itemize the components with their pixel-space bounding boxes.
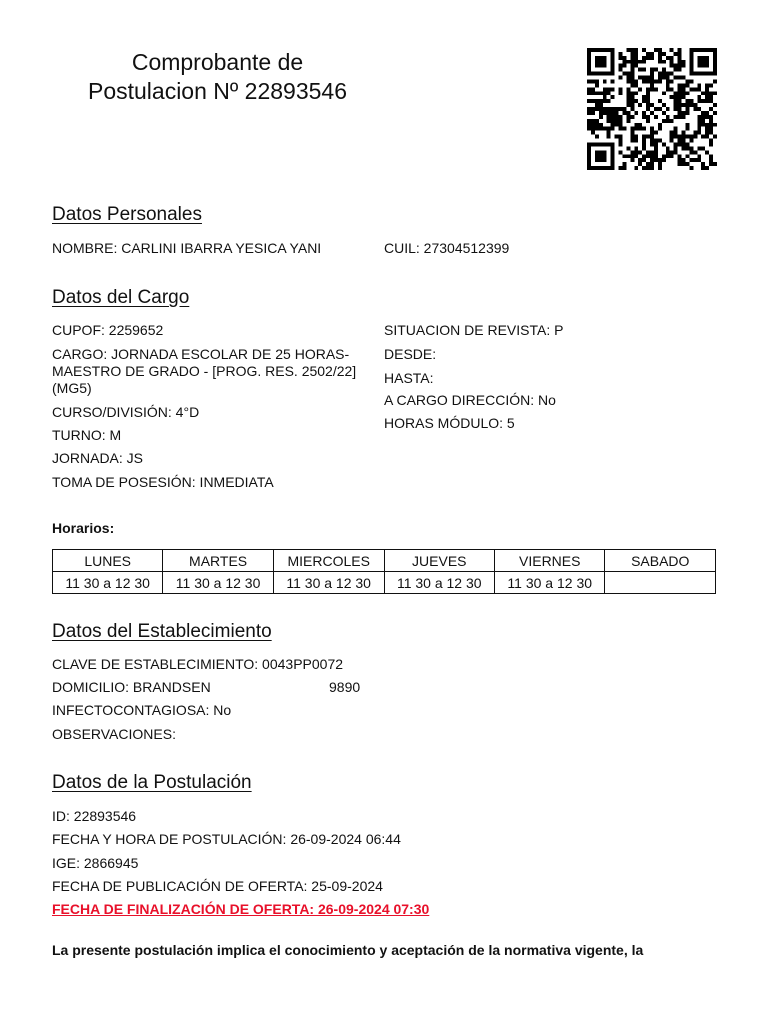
title-line-2: Postulacion Nº 22893546 [87, 78, 348, 104]
a-cargo-value: A CARGO DIRECCIÓN: No [384, 392, 556, 408]
horas-value: HORAS MÓDULO: 5 [384, 415, 515, 431]
toma-value: TOMA DE POSESIÓN: INMEDIATA [52, 474, 274, 490]
observaciones-value: OBSERVACIONES: [52, 726, 176, 742]
situacion-value: SITUACION DE REVISTA: P [384, 322, 564, 338]
normativa-note: La presente postulación implica el conocimiento y aceptación de la normativa vigente, la [52, 942, 644, 958]
header-cell-martes: MARTES [163, 550, 273, 572]
time-cell-miercoles: 11 30 a 12 30 [273, 572, 384, 594]
table-header-row [53, 550, 716, 572]
domicilio-number: 9890 [329, 679, 361, 695]
header-cell-miercoles: MIERCOLES [273, 550, 384, 572]
horarios-table [52, 549, 716, 594]
table-row [53, 572, 716, 594]
document-title [50, 48, 385, 106]
horarios-label: Horarios: [52, 520, 115, 536]
hasta-value: HASTA: [384, 370, 434, 386]
desde-value: DESDE: [384, 346, 437, 362]
time-cell-jueves: 11 30 a 12 30 [384, 572, 494, 594]
jornada-value: JORNADA: JS [52, 450, 144, 466]
section-heading-personales: Datos Personales [52, 204, 202, 225]
header-cell-viernes: VIERNES [494, 550, 605, 572]
fecha-publicacion-value: FECHA DE PUBLICACIÓN DE OFERTA: 25-09-2024 [52, 878, 383, 894]
time-cell-lunes: 11 30 a 12 30 [53, 572, 163, 594]
time-cell-sabado [605, 572, 716, 594]
section-heading-postulacion: Datos de la Postulación [52, 772, 252, 793]
header-cell-jueves: JUEVES [384, 550, 494, 572]
clave-value: CLAVE DE ESTABLECIMIENTO: 0043PP0072 [52, 656, 344, 672]
nombre-value: NOMBRE: CARLINI IBARRA YESICA YANI [52, 240, 322, 256]
time-cell-viernes: 11 30 a 12 30 [494, 572, 605, 594]
id-value: ID: 22893546 [52, 808, 137, 824]
time-cell-martes: 11 30 a 12 30 [163, 572, 273, 594]
header-cell-sabado: SABADO [605, 550, 716, 572]
domicilio-value: DOMICILIO: BRANDSEN [52, 679, 211, 695]
cupof-value: CUPOF: 2259652 [52, 322, 164, 338]
fecha-finalizacion-value: FECHA DE FINALIZACIÓN DE OFERTA: 26-09-2024 07:30 [52, 901, 430, 917]
title-line-1: Comprobante de [131, 49, 304, 75]
cuil-value: CUIL: 27304512399 [384, 240, 510, 256]
cargo-value: CARGO: JORNADA ESCOLAR DE 25 HORAS-MAESTRO DE GRADO - [PROG. RES. 2502/22] (MG5) [52, 346, 357, 396]
section-heading-cargo: Datos del Cargo [52, 287, 190, 308]
ige-value: IGE: 2866945 [52, 855, 139, 871]
section-heading-establecimiento: Datos del Establecimiento [52, 621, 272, 642]
infecto-value: INFECTOCONTAGIOSA: No [52, 702, 232, 718]
turno-value: TURNO: M [52, 427, 122, 443]
qr-code [587, 47, 717, 171]
header-cell-lunes: LUNES [53, 550, 163, 572]
curso-value: CURSO/DIVISIÓN: 4°D [52, 404, 200, 420]
fecha-hora-value: FECHA Y HORA DE POSTULACIÓN: 26-09-2024 06:44 [52, 831, 401, 847]
